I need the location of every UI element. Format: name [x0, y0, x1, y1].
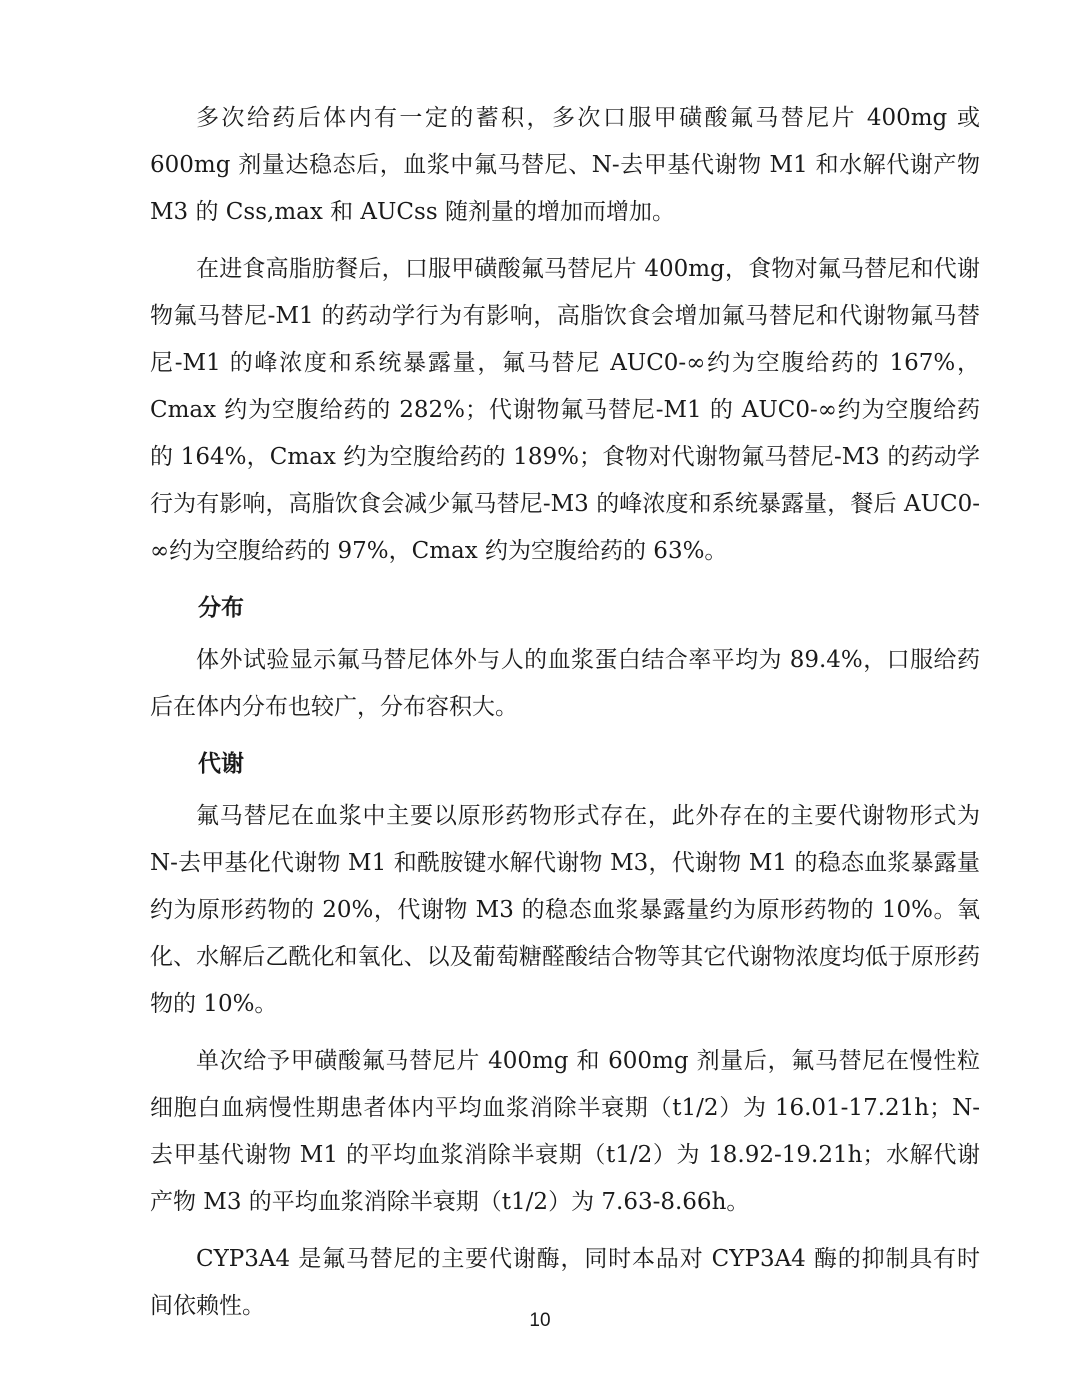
paragraph-half-life: 单次给予甲磺酸氟马替尼片 400mg 和 600mg 剂量后，氟马替尼在慢性粒细胞白血病慢性期患者体内平均血浆消除半衰期（t1/2）为 16.01-17.21h；N-去甲基代谢物 M1 的平均血浆消除半衰期（t1/2）为 18.92-19.21h；水解代谢产物 M3 的平均血浆消除半衰期（t1/2）为 7.63-8.66h。	[150, 1048, 980, 1215]
paragraph-cyp3a4: CYP3A4 是氟马替尼的主要代谢酶，同时本品对 CYP3A4 酶的抑制具有时间依赖性。	[150, 1246, 980, 1319]
heading-metabolism: 代谢	[198, 751, 244, 777]
paragraph-food-effect: 在进食高脂肪餐后，口服甲磺酸氟马替尼片 400mg，食物对氟马替尼和代谢物氟马替尼-M1 的药动学行为有影响，高脂饮食会增加氟马替尼和代谢物氟马替尼-M1 的峰浓度和系统暴露量，氟马替尼 AUC0-∞约为空腹给药的 167%，Cmax 约为空腹给药的 282%；代谢物氟马替尼-M1 的 AUC0-∞约为空腹给药的 164%，Cmax 约为空腹给药的 189%；食物对代谢物氟马替尼-M3 的药动学行为有影响，高脂饮食会减少氟马替尼-M3 的峰浓度和系统暴露量，餐后 AUC0-∞约为空腹给药的 97%，Cmax 约为空腹给药的 63%。	[150, 256, 980, 564]
paragraph-accumulation: 多次给药后体内有一定的蓄积，多次口服甲磺酸氟马替尼片 400mg 或 600mg 剂量达稳态后，血浆中氟马替尼、N-去甲基代谢物 M1 和水解代谢产物 M3 的 Css,max 和 AUCss 随剂量的增加而增加。	[150, 105, 980, 225]
page-number: 10	[529, 1310, 551, 1331]
heading-distribution: 分布	[198, 595, 244, 621]
paragraph-metabolites: 氟马替尼在血浆中主要以原形药物形式存在，此外存在的主要代谢物形式为 N-去甲基化代谢物 M1 和酰胺键水解代谢物 M3，代谢物 M1 的稳态血浆暴露量约为原形药物的 20%，代谢物 M3 的稳态血浆暴露量约为原形药物的 10%。氧化、水解后乙酰化和氧化、以及葡萄糖醛酸结合物等其它代谢物浓度均低于原形药物的 10%。	[150, 803, 980, 1017]
paragraph-distribution: 体外试验显示氟马替尼体外与人的血浆蛋白结合率平均为 89.4%，口服给药后在体内分布也较广，分布容积大。	[150, 647, 980, 720]
page-body	[150, 95, 980, 1340]
